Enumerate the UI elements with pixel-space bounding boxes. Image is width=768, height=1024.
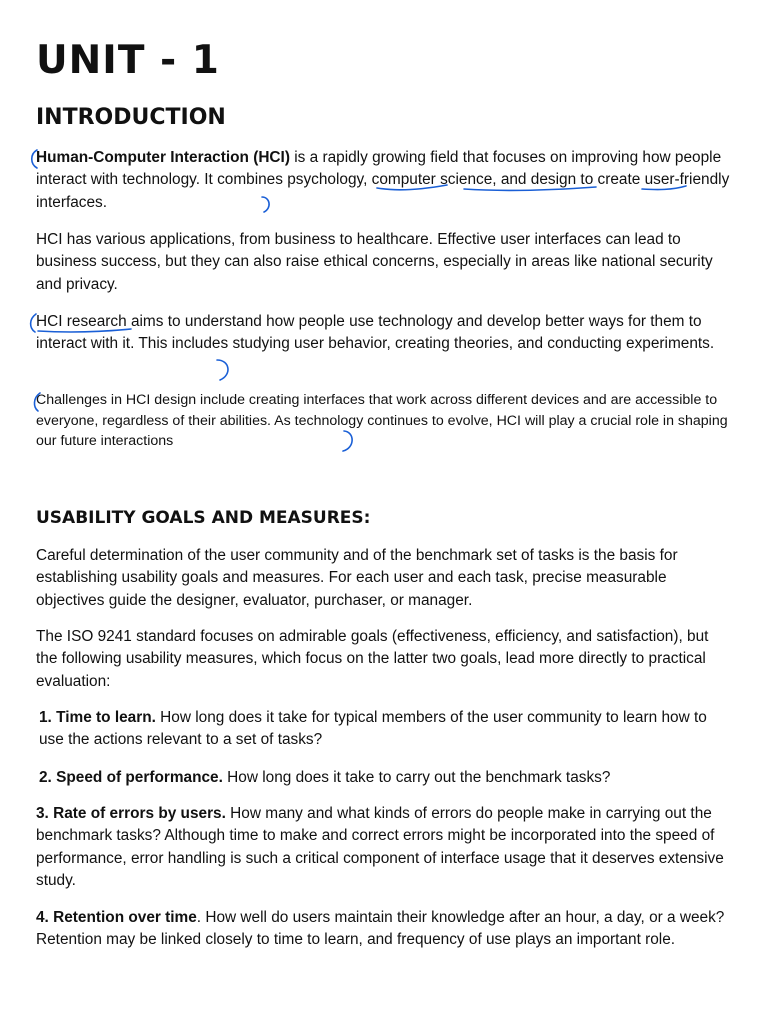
usability-heading: USABILITY GOALS AND MEASURES: (36, 508, 371, 528)
intro-paragraph-research: HCI research aims to understand how people use technology and develop better ways for them to interact with it. This includes studying user behavior, creating theories, and conducting experiments. (36, 313, 715, 353)
measure-item-errors: 3. Rate of errors by users. How many and what kinds of errors do people make in carrying out the benchmark tasks? Although time to make and correct errors might be incorporated into the speed of performance, error handling is such a critical component of interface usage that it deserves extensive study. (36, 805, 724, 890)
underlined-hci-research: HCI research (36, 313, 127, 330)
intro-paragraph-applications: HCI has various applications, from business to healthcare. Effective user interfaces can lead to business success, but they can also raise ethical concerns, especially in areas like national security and privacy. (36, 231, 713, 293)
measure-number: 4. (36, 909, 54, 926)
measure-label: 1. Time to learn. (39, 709, 156, 726)
usability-paragraph-determination: Careful determination of the user community and of the benchmark set of tasks is the basis for establishing usability goals and measures. For each user and each task, precise measurable objectives guide the designer, evaluator, purchaser, or manager. (36, 547, 678, 609)
measure-item-speed: 2. Speed of performance. How long does it take to carry out the benchmark tasks? (39, 769, 611, 786)
intro-paragraph-hci: Human-Computer Interaction (HCI) is a rapidly growing field that focuses on improving how people interact with technology. It combines psychology, computer science, and design to create user-friendly interfaces. (36, 149, 730, 211)
unit-title: UNIT - 1 (36, 38, 220, 83)
measure-label: 3. Rate of errors by users. (36, 805, 226, 822)
usability-paragraph-iso: The ISO 9241 standard focuses on admirable goals (effectiveness, efficiency, and satisfaction), but the following usability measures, which focus on the latter two goals, lead more directly to practical evaluation: (36, 628, 709, 690)
underlined-computer-science: computer science (371, 171, 493, 189)
intro-paragraph-challenges: Challenges in HCI design include creating interfaces that work across different devices and are accessible to everyone, regardless of their abilities. As technology continues to evolve, HCI will play a crucial role in shaping our future interactions (36, 392, 728, 450)
hci-term: Human-Computer Interaction (HCI) (36, 149, 290, 166)
measure-item-retention: 4. Retention over time. How well do users maintain their knowledge after an hour, a day, or a week? Retention may be linked closely to time to learn, and frequency of use plays an important role. (36, 909, 725, 949)
measure-item-time-to-learn: 1. Time to learn. How long does it take for typical members of the user community to learn how to use the actions relevant to a set of tasks? (39, 709, 707, 749)
measure-label: Retention over time (53, 909, 197, 926)
close-bracket-mark (217, 360, 228, 380)
measure-label: 2. Speed of performance. (39, 769, 223, 786)
underlined-psychology: psychology (287, 171, 364, 189)
introduction-heading: INTRODUCTION (36, 105, 226, 130)
underlined-design: design (530, 171, 577, 189)
